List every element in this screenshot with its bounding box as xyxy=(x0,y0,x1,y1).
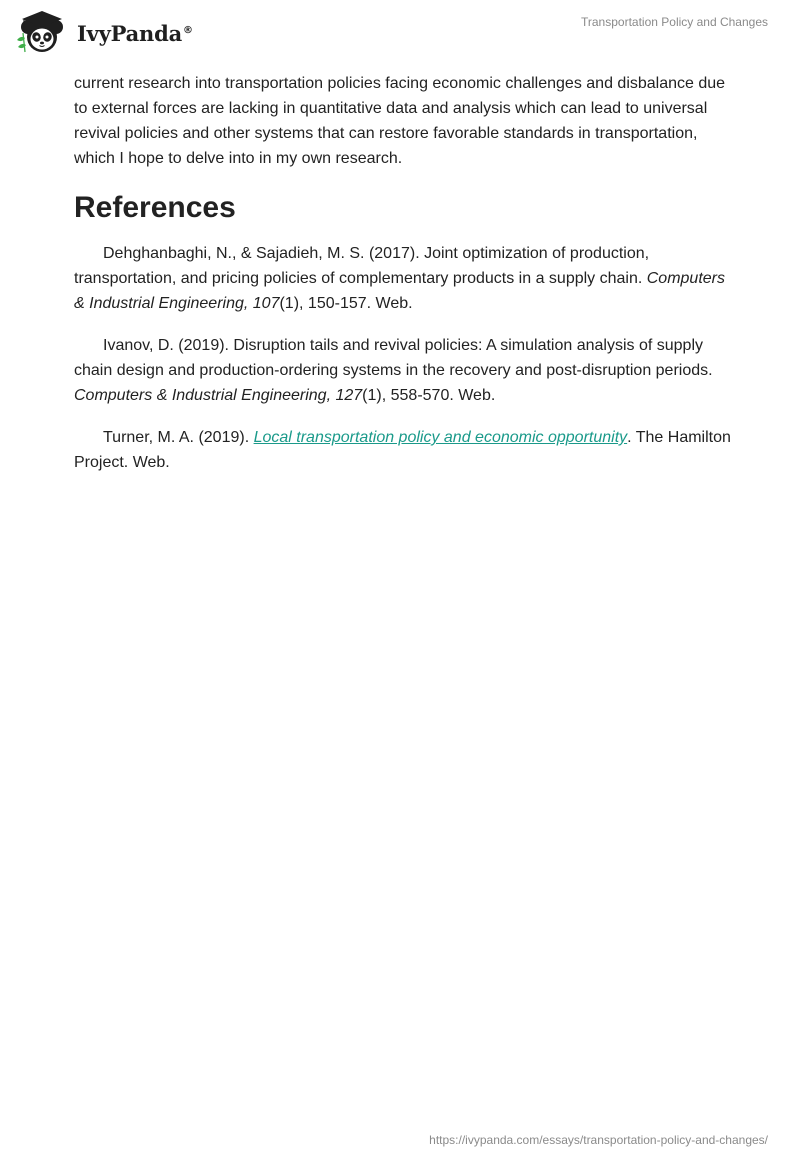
reference-item: Ivanov, D. (2019). Disruption tails and revival policies: A simulation analysis of supply chain design and production-ordering systems in the recovery and post-disruption periods. Computers & Industrial Engineering, 127(1), 558-570. Web. xyxy=(74,337,713,404)
references-list xyxy=(74,241,734,475)
intro-paragraph: current research into transportation policies facing economic challenges and disbalance due to external forces are lacking in quantitative data and analysis which can lead to universal revival policies and other systems that can restore favorable standards in transportation, which I hope to delve into in my own research. xyxy=(74,75,726,167)
document-title: Transportation Policy and Changes xyxy=(581,15,768,29)
page-url-footer: https://ivypanda.com/essays/transportation-policy-and-changes/ xyxy=(429,1133,768,1147)
reference-journal: Computers & Industrial Engineering, 127 xyxy=(74,387,363,404)
page-header xyxy=(0,0,800,70)
reference-item: Turner, M. A. (2019). Local transportation policy and economic opportunity. The Hamilton Project. Web. xyxy=(74,429,731,471)
panda-graduate-icon xyxy=(14,8,72,54)
reference-item: Dehghanbaghi, N., & Sajadieh, M. S. (2017). Joint optimization of production, transportation, and pricing policies of complementary products in a supply chain. Computers & Industrial Engineering, 107(1), 150-157. Web. xyxy=(74,245,725,312)
reference-journal: Computers & Industrial Engineering, 107 xyxy=(74,270,725,312)
document-body xyxy=(74,71,734,492)
reference-link[interactable]: Local transportation policy and economic opportunity xyxy=(253,429,628,446)
logo-wordmark: IvyPanda® xyxy=(77,20,193,46)
ivypanda-logo[interactable] xyxy=(14,8,193,54)
references-heading: References xyxy=(74,191,236,224)
